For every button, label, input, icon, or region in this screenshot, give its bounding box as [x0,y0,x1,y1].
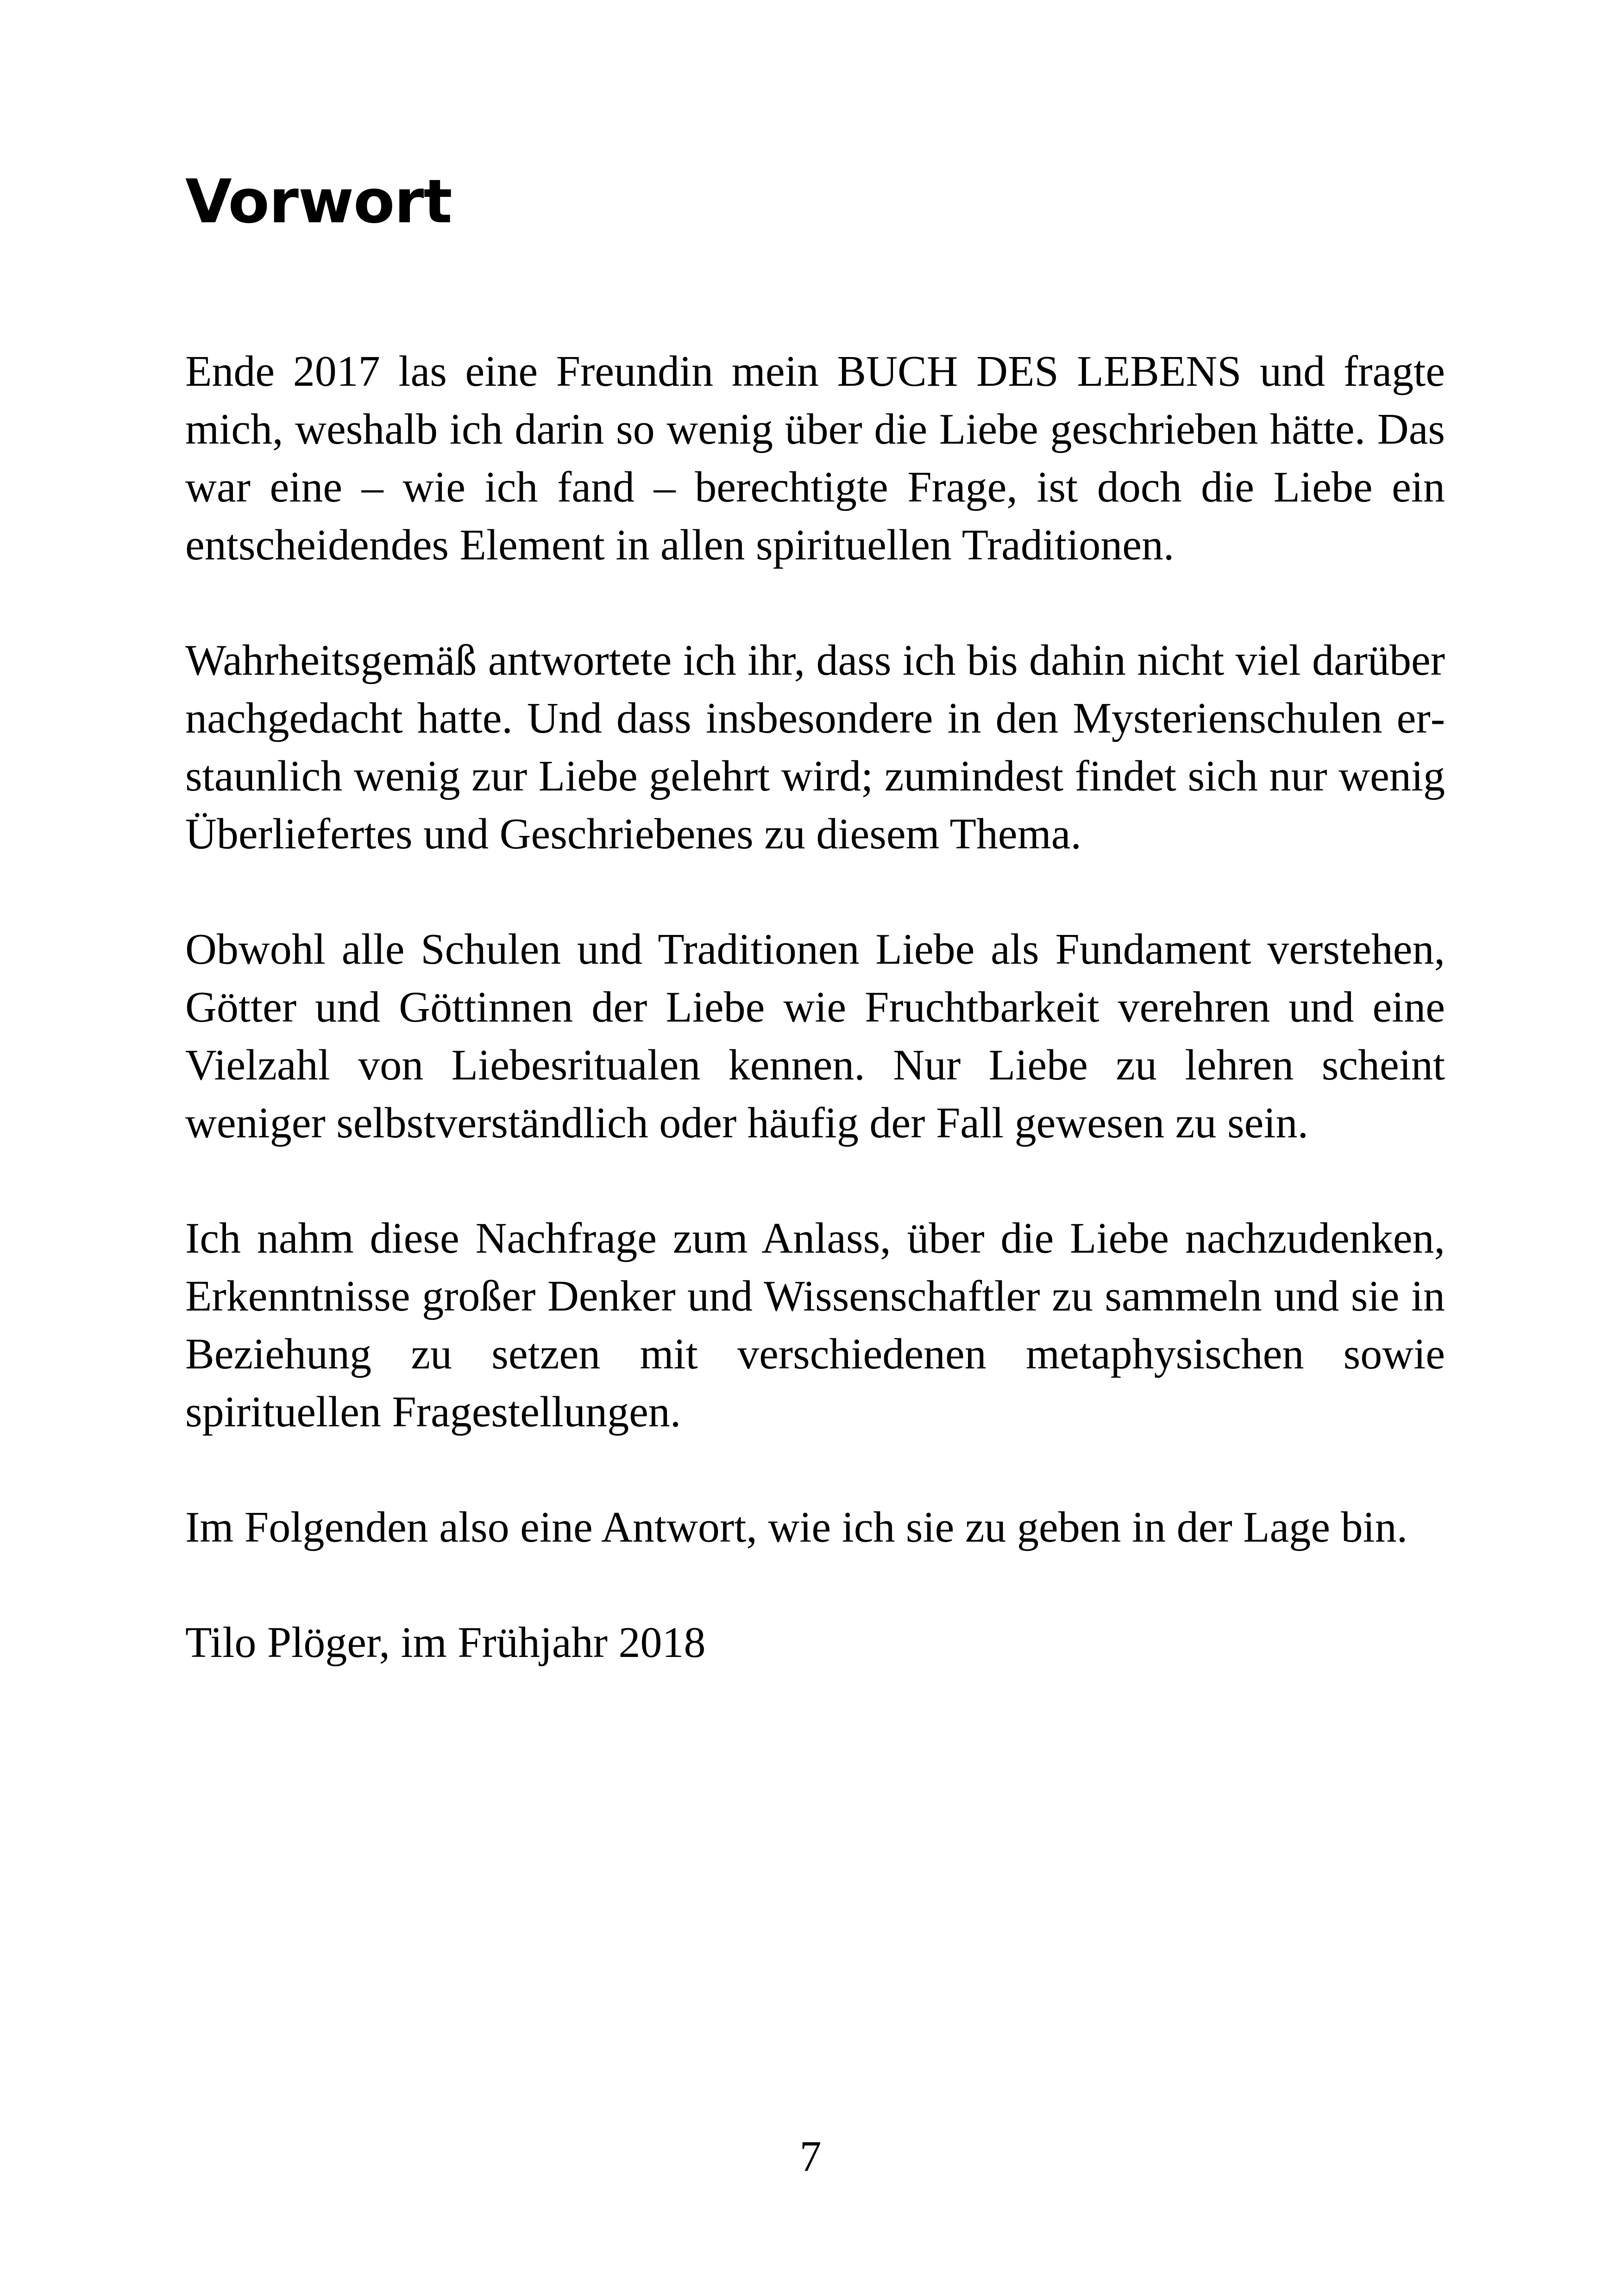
page-number: 7 [799,2133,822,2181]
paragraph-5: Im Folgenden also eine Antwort, wie ich sie zu geben in der Lage bin. [185,1503,1408,1551]
paragraph-2: Wahrheitsgemäß antwortete ich ihr, dass ich bis dahin nicht viel darüber nachgedacht hatte. Und dass insbesondere in den Mysterienschulen erstaunlich wenig zur Liebe gelehrt wird; zumindest findet sich nur wenig Überliefertes und Geschriebenes zu diesem Thema. [185,636,1445,858]
preface-body [185,343,1445,1672]
author-signature: Tilo Plöger, im Frühjahr 2018 [185,1618,706,1667]
paragraph-3: Obwohl alle Schulen und Traditionen Liebe als Fundament verstehen, Götter und Göttinnen der Liebe wie Fruchtbarkeit verehren und eine Vielzahl von Liebesritualen kennen. Nur Liebe zu lehren scheint weniger selbstverständlich oder häufig der Fall gewesen zu sein. [185,925,1445,1147]
paragraph-1: Ende 2017 las eine Freundin mein BUCH DES LEBENS und fragte mich, weshalb ich darin so wenig über die Liebe geschrieben hätte. Das war eine – wie ich fand – berechtigte Frage, ist doch die Liebe ein entscheidendes Element in allen spirituellen Traditionen. [185,347,1445,569]
page-title: Vorwort [185,166,452,237]
paragraph-4: Ich nahm diese Nachfrage zum Anlass, über die Liebe nachzudenken, Erkenntnisse großer Denker und Wissenschaftler zu sammeln und sie in Beziehung zu setzen mit verschiedenen metaphysischen sowie spirituellen Fragestellungen. [185,1214,1445,1436]
